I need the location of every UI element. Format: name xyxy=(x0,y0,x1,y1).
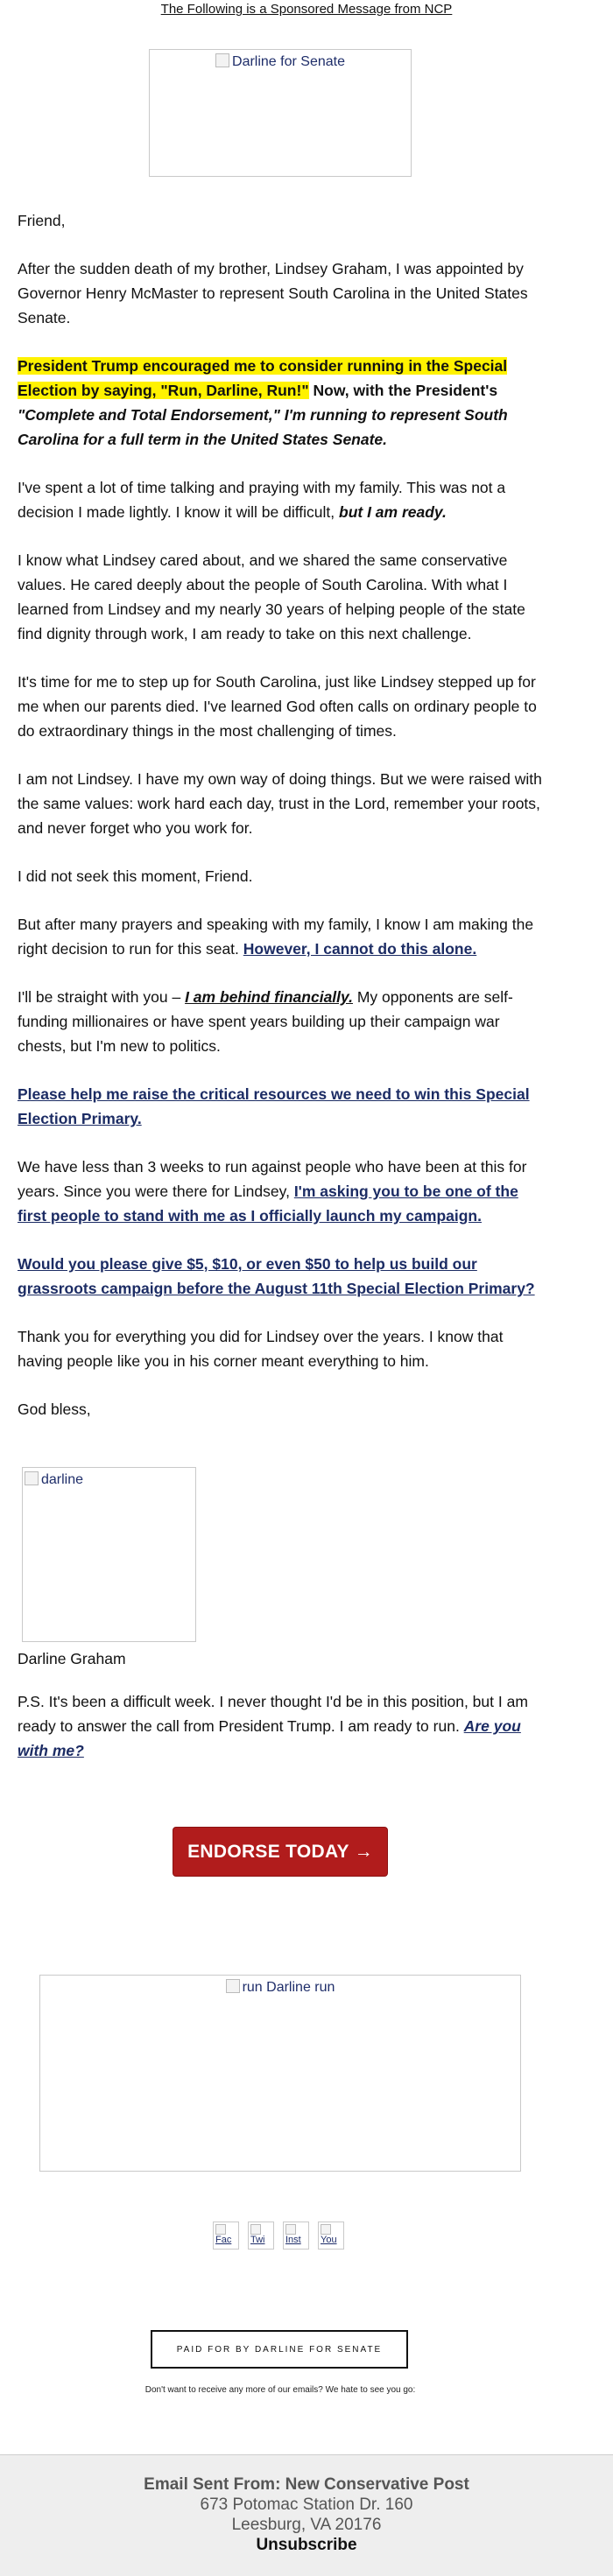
run-darline-run-banner[interactable] xyxy=(39,1975,521,2172)
paragraph-9-text-b: My opponents are self-funding millionaires or have spent years building up their campaign war chests, but I'm new to politics. xyxy=(18,988,513,1055)
signature-photo xyxy=(22,1467,196,1642)
postscript-text: P.S. It's been a difficult week. I never thought I'd be in this position, but I am ready to answer the call from President Trump. I am ready to run. xyxy=(18,1693,528,1735)
paragraph-5: It's time for me to step up for South Carolina, just like Lindsey stepped up for me when our parents died. I've learned God often calls on ordinary people to do extraordinary things in the most challenging of times. xyxy=(18,673,537,740)
broken-image-icon xyxy=(215,53,229,67)
paragraph-2 xyxy=(18,354,543,452)
instagram-alt: Inst xyxy=(285,2235,301,2245)
paragraph-3-text: I've spent a lot of time talking and praying with my family. This was not a decision I made lightly. I know it will be difficult, xyxy=(18,479,506,521)
footer xyxy=(0,2454,613,2576)
banner-alt: run Darline run xyxy=(242,1980,335,1995)
unsubscribe-link[interactable]: Unsubscribe xyxy=(256,2536,357,2554)
paragraph-6: I am not Lindsey. I have my own way of doing things. But we were raised with the same values: work hard each day, trust in the Lord, remember your roots, and never forget who you work for. xyxy=(18,770,542,837)
header-logo-alt: Darline for Senate xyxy=(232,54,345,69)
paragraph-8 xyxy=(18,912,543,961)
broken-image-icon xyxy=(25,1471,39,1485)
youtube-icon[interactable] xyxy=(318,2222,344,2250)
letter-body xyxy=(18,208,543,1445)
closing: God bless, xyxy=(18,1400,91,1418)
paragraph-12 xyxy=(18,1252,543,1301)
postscript xyxy=(18,1689,552,1763)
paragraph-1: After the sudden death of my brother, Lindsey Graham, I was appointed by Governor Henry McMaster to represent South Carolina in the United States Senate. xyxy=(18,260,528,326)
paragraph-13: Thank you for everything you did for Lindsey over the years. I know that having people like you in his corner meant everything to him. xyxy=(18,1328,504,1370)
paragraph-11-text: We have less than 3 weeks to run against people who have been at this for years. Since you were there for Lindsey, xyxy=(18,1158,527,1200)
highlighted-quote: President Trump encouraged me to consider running in the Special Election by saying, "Run, Darline, Run!" xyxy=(18,357,508,399)
cannot-do-alone-link[interactable]: However, I cannot do this alone. xyxy=(243,940,477,958)
header-logo-image[interactable] xyxy=(149,49,412,177)
footer-address-line-2: Leesburg, VA 20176 xyxy=(231,2516,382,2534)
signature-name: Darline Graham xyxy=(18,1650,126,1667)
paid-for-disclaimer: PAID FOR BY DARLINE FOR SENATE xyxy=(151,2330,408,2369)
facebook-icon[interactable] xyxy=(213,2222,239,2250)
unsubscribe-note[interactable]: Don't want to receive any more of our emails? We hate to see you go: xyxy=(144,2385,416,2395)
paragraph-8-text: But after many prayers and speaking with my family, I know I am making the right decision to run for this seat. xyxy=(18,916,534,958)
paragraph-11 xyxy=(18,1155,543,1228)
donate-amounts-link[interactable]: Would you please give $5, $10, or even $50 to help us build our grassroots campaign before the August 11th Special Election Primary? xyxy=(18,1255,535,1297)
paragraph-9 xyxy=(18,985,543,1058)
broken-image-icon xyxy=(226,1979,240,1993)
paragraph-3-emphasis: but I am ready. xyxy=(339,503,447,521)
sponsor-text[interactable]: The Following is a Sponsored Message from NCP xyxy=(160,2,453,17)
footer-sender: Email Sent From: New Conservative Post xyxy=(144,2475,469,2494)
footer-address-line-1: 673 Potomac Station Dr. 160 xyxy=(200,2495,413,2514)
facebook-alt: Fac xyxy=(215,2235,232,2245)
paragraph-9-text-a: I'll be straight with you – xyxy=(18,988,186,1006)
twitter-icon[interactable] xyxy=(248,2222,274,2250)
paragraph-2-italic: "Complete and Total Endorsement," I'm running to represent South Carolina for a full term in the United States Senate. xyxy=(18,406,508,448)
paragraph-3 xyxy=(18,475,543,524)
sponsor-banner[interactable] xyxy=(0,0,613,19)
stand-with-me-link[interactable]: I'm asking you to be one of the first people to stand with me as I officially launch my campaign. xyxy=(18,1183,518,1225)
youtube-alt: You xyxy=(321,2235,337,2245)
paragraph-4: I know what Lindsey cared about, and we shared the same conservative values. He cared deeply about the people of South Carolina. With what I learned from Lindsey and my nearly 30 years of helping people of the state find dignity through work, I am ready to take on this next challenge. xyxy=(18,551,525,642)
raise-resources-link[interactable]: Please help me raise the critical resources we need to win this Special Election Primary. xyxy=(18,1085,530,1127)
are-you-with-me-link[interactable]: Are you with me? xyxy=(18,1717,521,1759)
twitter-alt: Twi xyxy=(250,2235,265,2245)
paragraph-2-mid: Now, with the President's xyxy=(308,382,498,399)
endorse-today-button[interactable]: ENDORSE TODAY → xyxy=(173,1827,388,1877)
instagram-icon[interactable] xyxy=(283,2222,309,2250)
signature-photo-alt: darline xyxy=(41,1472,84,1487)
paragraph-10 xyxy=(18,1082,543,1131)
paragraph-9-emphasis: I am behind financially. xyxy=(185,988,353,1006)
greeting: Friend, xyxy=(18,212,66,229)
paragraph-7: I did not seek this moment, Friend. xyxy=(18,867,253,885)
